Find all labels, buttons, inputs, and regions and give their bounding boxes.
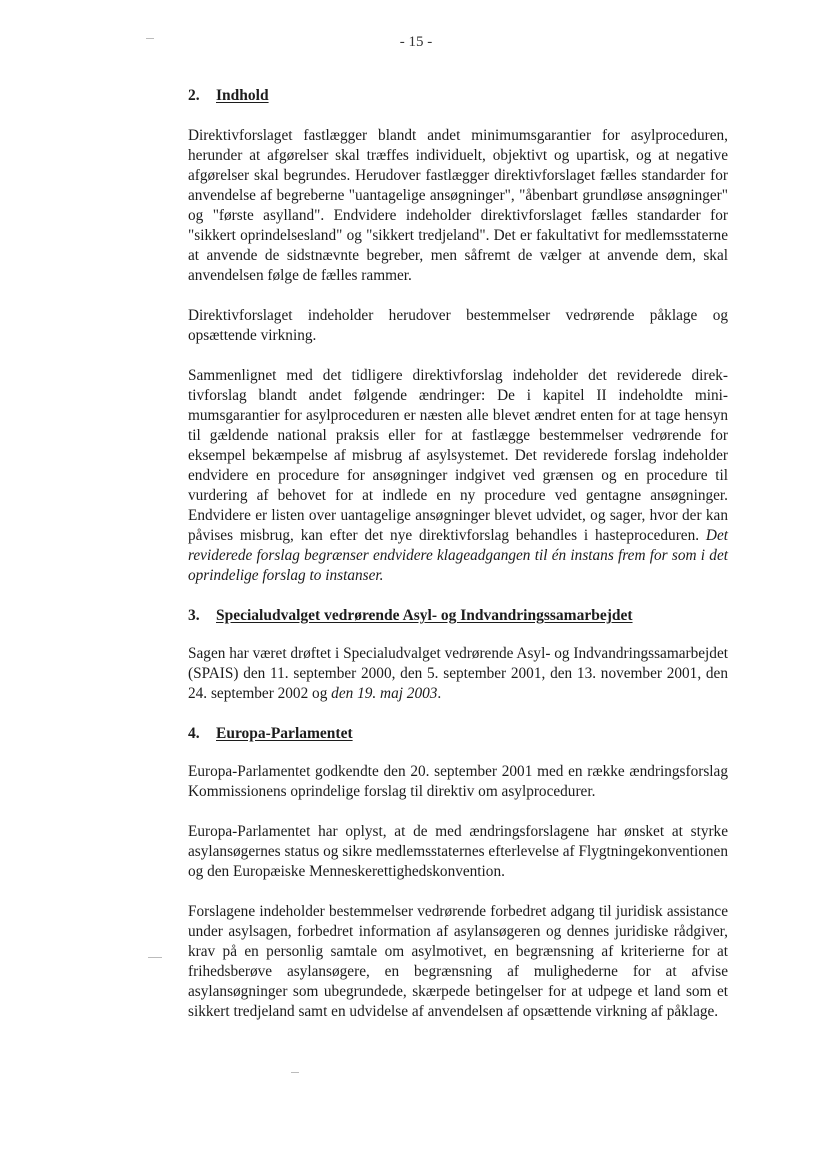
paragraph-text: Sagen har været drøftet i Specialudvalget vedrørende Asyl- og Indvandringssamarbejdet (SPAIS) den 11. september 2000, den 5. september 2001, den 13. november 2001, den 24. september 2002 og xyxy=(188,645,728,702)
document-body xyxy=(188,86,728,1022)
paragraph-italic: den 19. maj 2003 xyxy=(331,685,438,702)
paragraph: Direktivforslaget fastlægger blandt andet minimumsgarantier for asylproceduren, herunder at afgørelser skal træffes individuelt, objektivt og upartisk, og at negative afgørelser skal begrundes. Herudover fastlægger direktivforslaget fælles standarder for anvendelse af begreberne "uantagelige ansøgninger", "åbenbart grundløse ansøgninger" og "første asylland". Endvidere indeholder direktivforslaget fælles standarder for "sikkert oprindelsesland" og "sikkert tredjeland". Det er fakultativt for medlemsstaterne at anvende de sidstnævnte begreber, men såfremt de vælger at anvende dem, skal anvendelsen følge de fælles rammer. xyxy=(188,127,728,284)
paragraph xyxy=(188,644,728,704)
section-number: 3. xyxy=(188,607,200,624)
paragraph: Direktivforslaget indeholder herudover bestemmelser vedrørende påklage og opsættende virkning. xyxy=(188,307,728,344)
section-title: Specialudvalget vedrørende Asyl- og Indvandringssamarbejdet xyxy=(216,607,633,624)
paragraph xyxy=(188,366,728,586)
section-title: Europa-Parlamentet xyxy=(216,725,353,742)
paragraph: Forslagene indeholder bestemmelser vedrørende forbedret adgang til juridisk assistance under asylsagen, forbedret information af asylansøgeren og dennes juridiske rådgiver, krav på en personlig samtale om asylmotivet, en begrænsning af kriterierne for at frihedsberøve asylansøgere, en begrænsning af mulighederne for at afvise asylansøgninger som ubegrundede, skærpede betingelser for at udpege et land som et sikkert tredjeland samt en udvidelse af anvendelsen af opsættende virkning af påklage. xyxy=(188,903,728,1020)
section-number: 2. xyxy=(188,87,200,104)
page-number: - 15 - xyxy=(399,34,433,50)
paragraph: Europa-Parlamentet har oplyst, at de med ændringsforslagene har ønsket at styrke asylansøgernes status og sikre medlemsstaternes efterlevelse af Flygtningekonventionen og den Europæiske Menneskerettighedskonvention. xyxy=(188,823,728,880)
paragraph: Europa-Parlamentet godkendte den 20. september 2001 med en række ændringsforslag Kommissionens oprindelige forslag til direktiv om asylprocedurer. xyxy=(188,763,728,800)
section-heading-indhold xyxy=(188,86,728,106)
scan-mark xyxy=(146,38,154,39)
section-heading-specialudvalget xyxy=(188,606,728,626)
scan-mark xyxy=(148,957,162,958)
section-title: Indhold xyxy=(216,87,269,104)
section-number: 4. xyxy=(188,725,200,742)
paragraph-italic: Det reviderede forslag begrænser endvidere klageadgangen til én instans frem for som i det oprindelige forslag to instanser. xyxy=(188,527,728,584)
paragraph-text: Sammenlignet med det tidligere direktivforslag indeholder det reviderede direktivforslag blandt andet følgende ændringer: De i kapitel II indeholdte minimumsgarantier for asylproceduren er næsten alle blevet ændret enten for at tage hensyn til gældende national praksis eller for at fastlægge bestemmelser vedrørende for eksempel bekæmpelse af misbrug af asylsystemet. Det reviderede forslag indeholder endvidere en procedure for ansøgninger indgivet ved grænsen og en procedure til vurdering af behovet for at indlede en ny procedure ved gentagne ansøgninger. Endvidere er listen over uantagelige ansøgninger blevet udvidet, og sager, hvor der kan påvises misbrug, kan efter det nye direktivforslag behandles i hasteproceduren. xyxy=(188,367,728,544)
paragraph-text-end: . xyxy=(437,685,442,702)
section-heading-europa-parlamentet xyxy=(188,724,728,744)
scan-mark xyxy=(291,1072,299,1073)
